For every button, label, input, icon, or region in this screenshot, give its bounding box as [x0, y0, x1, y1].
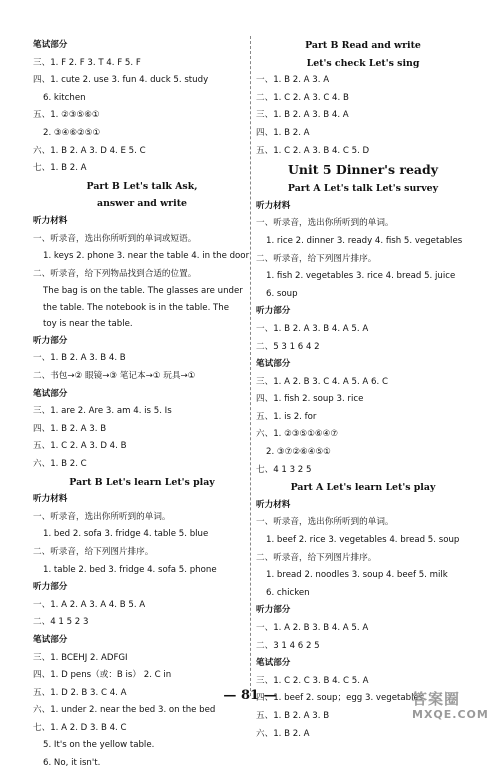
answer-line: Part B Let's learn Let's play [69, 476, 215, 488]
answer-line: 七、1. B 2. A [33, 163, 87, 174]
answer-line: 听力部分 [256, 306, 291, 317]
answer-line: 听力部分 [33, 582, 68, 593]
answer-line: 1. bed 2. sofa 3. fridge 4. table 5. blue [43, 529, 209, 540]
answer-line: Part B Let's talk Ask, [86, 180, 198, 192]
answer-line: 笔试部分 [256, 359, 291, 370]
answer-line: 2. ③⑦②⑥④⑤① [266, 447, 331, 458]
answer-line: 一、1. A 2. B 3. B 4. A 5. A [256, 623, 369, 633]
answer-line: 听力部分 [256, 605, 291, 616]
answer-line: 五、1. B 2. A 3. B [256, 710, 330, 721]
answer-line: 五、1. D 2. B 3. C 4. A [33, 687, 127, 698]
answer-line: 七、1. A 2. D 3. B 4. C [33, 722, 127, 733]
answer-line: 笔试部分 [33, 388, 68, 399]
answer-line: 一、听录音，选出你所听到的单词。 [256, 517, 394, 528]
answer-line: The bag is on the table. The glasses are under the table. The notebook is in the table. The toy is near the table. [43, 286, 243, 330]
answer-line: 六、1. ②③⑤①⑥④⑦ [256, 429, 339, 440]
answer-line: 笔试部分 [33, 40, 68, 50]
answer-line: 听力材料 [33, 215, 68, 226]
answer-line: 五、1. C 2. A 3. B 4. C 5. D [256, 145, 370, 156]
answer-line: Part A Let's talk Let's survey [287, 183, 439, 195]
left-column [33, 37, 251, 773]
answer-line: 三、1. are 2. Are 3. am 4. is 5. Is [33, 406, 172, 417]
answer-line: 1. rice 2. dinner 3. ready 4. fish 5. vegetables [266, 235, 463, 246]
answer-line: 听力材料 [256, 200, 291, 211]
answer-line: 五、1. C 2. A 3. D 4. B [33, 441, 127, 452]
answer-line: 一、听录音，选出你所听到的单词。 [33, 511, 171, 522]
answer-line: 二、4 1 5 2 3 [33, 617, 89, 628]
answer-line: 三、1. C 2. C 3. B 4. C 5. A [256, 675, 369, 686]
answer-line: 三、1. A 2. B 3. C 4. A 5. A 6. C [256, 376, 388, 387]
answer-line: 二、书包→② 眼镜→③ 笔记本→① 玩具→① [33, 371, 196, 381]
answer-line: Unit 5 Dinner's ready [287, 162, 439, 178]
answer-line: 笔试部分 [256, 658, 291, 669]
answer-line: 六、1. under 2. near the bed 3. on the bed [33, 705, 216, 716]
answer-line: 二、3 1 4 6 2 5 [256, 640, 320, 651]
answer-line: Part A Let's learn Let's play [290, 482, 436, 494]
answer-line: 二、听录音，给下列图片排序。 [256, 552, 377, 563]
answer-line: 二、听录音，给下列物品找到合适的位置。 [33, 268, 197, 279]
answer-line: 二、1. C 2. A 3. C 4. B [256, 92, 349, 103]
answer-line: 1. table 2. bed 3. fridge 4. sofa 5. phone [43, 564, 217, 575]
answer-line: 六、1. B 2. C [33, 458, 87, 469]
answer-line: 四、1. B 2. A 3. B [33, 423, 107, 434]
answer-line: 5. It's on the yellow table. [43, 740, 155, 751]
page-number: — 81 — [223, 688, 277, 703]
answer-line: 一、1. B 2. A 3. B 4. A 5. A [256, 323, 369, 334]
right-column [256, 37, 470, 743]
answer-line: 2. ③④⑥②⑤① [43, 127, 101, 138]
answer-line: 6. kitchen [43, 92, 86, 103]
answer-line: 六、1. B 2. A 3. D 4. E 5. C [33, 145, 146, 156]
answer-line: 六、1. B 2. A [256, 728, 310, 739]
answer-line: 四、1. B 2. A [256, 127, 310, 138]
answer-line: 二、听录音，给下列图片排序。 [33, 546, 154, 557]
watermark-url: MXQE.COM [412, 708, 489, 721]
answer-line: 6. soup [266, 288, 298, 299]
watermark-logo [412, 690, 498, 724]
answer-line: 七、4 1 3 2 5 [256, 464, 312, 475]
answer-line: 三、1. BCEHJ 2. ADFGI [33, 652, 128, 663]
answer-line: 一、听录音，选出你所听到的单词或短语。 [33, 233, 197, 244]
answer-line: 1. fish 2. vegetables 3. rice 4. bread 5. juice [266, 271, 456, 282]
answer-line: 一、1. B 2. A 3. B 4. B [33, 353, 126, 364]
answer-line: Part B Read and write [305, 40, 421, 51]
answer-line: 二、5 3 1 6 4 2 [256, 341, 320, 352]
answer-line: 笔试部分 [33, 634, 68, 645]
answer-line: 五、1. is 2. for [256, 411, 317, 422]
answer-line: 1. keys 2. phone 3. near the table 4. in the door [43, 251, 250, 262]
answer-line: 三、1. F 2. F 3. T 4. F 5. F [33, 57, 141, 68]
answer-line: 四、1. D pens（或：B is） 2. C in [33, 670, 172, 681]
answer-line: 6. No, it isn't. [43, 758, 101, 769]
answer-line: 听力材料 [33, 494, 68, 505]
column-divider [250, 36, 251, 696]
answer-line: 听力材料 [256, 499, 291, 510]
answer-line: 一、1. A 2. A 3. A 4. B 5. A [33, 599, 146, 610]
watermark-title: 答案圈 [412, 690, 461, 708]
answer-line: 四、1. beef 2. soup；egg 3. vegetables [256, 693, 424, 704]
answer-line: Let's check Let's sing [306, 57, 420, 69]
answer-line: 一、听录音，选出你所听到的单词。 [256, 218, 394, 229]
answer-line: 1. bread 2. noodles 3. soup 4. beef 5. milk [266, 570, 448, 581]
answer-line: answer and write [97, 198, 187, 210]
answer-line: 二、听录音，给下列图片排序。 [256, 253, 377, 264]
answer-line: 五、1. ②③⑤⑥① [33, 110, 100, 121]
answer-line: 听力部分 [33, 335, 68, 346]
answer-line: 一、1. B 2. A 3. A [256, 75, 330, 86]
answer-line: 6. chicken [266, 587, 310, 598]
answer-line: 三、1. B 2. A 3. B 4. A [256, 110, 349, 121]
answer-line: 四、1. fish 2. soup 3. rice [256, 394, 364, 405]
answer-line: 四、1. cute 2. use 3. fun 4. duck 5. study [33, 75, 209, 86]
answer-line: 1. beef 2. rice 3. vegetables 4. bread 5. soup [266, 535, 460, 546]
